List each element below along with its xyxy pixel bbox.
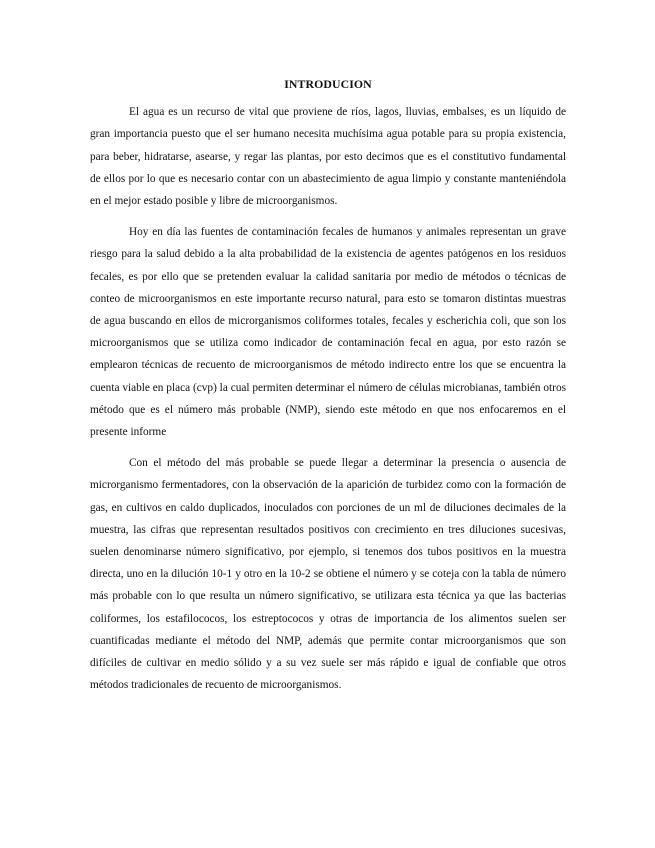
- paragraph-agua: El agua es un recurso de vital que proviene de ríos, lagos, lluvias, embalses, es un líquido de gran importancia puesto que el ser humano necesita muchísima agua potable para su propia existencia, para beber, hidratarse, asearse, y regar las plantas, por esto decimos que es el constitutivo fundamental de ellos por lo que es necesario contar con un abastecimiento de agua limpio y constante manteniéndola en el mejor estado posible y libre de microorganismos.: [90, 106, 566, 208]
- paragraph-contaminacion: Hoy en día las fuentes de contaminación fecales de humanos y animales representan un grave riesgo para la salud debido a la alta probabilidad de la existencia de agentes patógenos en los residuos fecales, es por ello que se pretenden evaluar la calidad sanitaria por medio de métodos o técnicas de conteo de microorganismos en este importante recurso natural, para esto se tomaron distintas muestras de agua buscando en ellos de microrganismos coliformes totales, fecales y escherichia coli, que son los microorganismos que se utiliza como indicador de contaminación fecal en agua, por esto razón se emplearon técnicas de recuento de microorganismos de método indirecto entre los que se encuentra la cuenta viable en placa (cvp) la cual permiten determinar el número de células microbianas, también otros método que es el número más probable (NMP), siendo este método en que nos enfocaremos en el presente informe: [90, 226, 566, 439]
- page-title: INTRODUCION: [284, 77, 372, 91]
- document-body: [90, 73, 566, 705]
- paragraph-nmp-metodo: Con el método del más probable se puede llegar a determinar la presencia o ausencia de microrganismo fermentadores, con la observación de la aparición de turbidez como con la formación de gas, en cultivos en caldo duplicados, inoculados con porciones de un ml de diluciones decimales de la muestra, las cifras que representan resultados positivos con crecimiento en tres diluciones sucesivas, suelen denominarse número significativo, por ejemplo, si tenemos dos tubos positivos en la muestra directa, uno en la dilución 10-1 y otro en la 10-2 se obtiene el número y se coteja con la tabla de número más probable con lo que resulta un número significativo, se utilizara esta técnica ya que las bacterias coliformes, los estafilococos, los estreptococos y otras de importancia de los alimentos suelen ser cuantificadas mediante el método del NMP, además que permite contar microorganismos que son difíciles de cultivar en medio sólido y a su vez suele ser más rápido e igual de confiable que otros métodos tradicionales de recuento de microorganismos.: [90, 457, 566, 692]
